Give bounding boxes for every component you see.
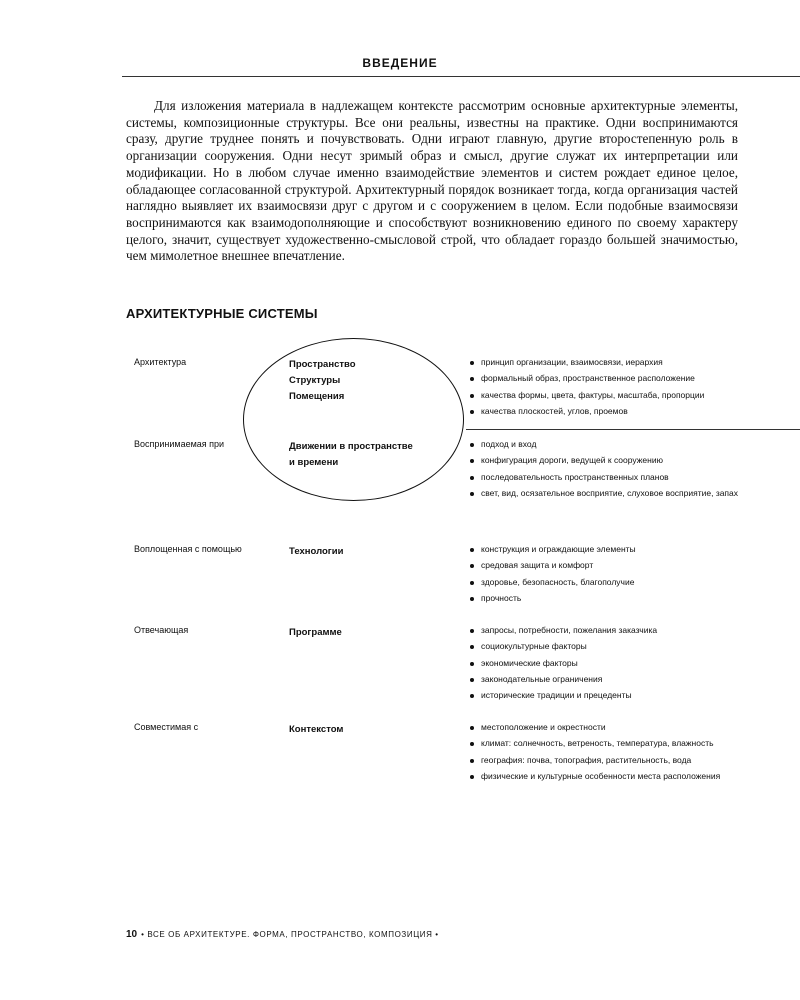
row-label: Воспринимаемая при [134,439,225,449]
row-item: Программе [289,627,342,638]
row-label: Архитектура [134,357,187,367]
bullet-list [468,722,758,787]
bullet-item: свет, вид, осязательное восприятие, слуховое восприятие, запах [468,488,758,500]
bullet-item: социокультурные факторы [468,641,758,653]
bullet-item: принцип организации, взаимосвязи, иерархия [468,357,758,369]
row-label: Воплощенная с помощью [134,544,242,554]
bullet-item: конфигурация дороги, ведущей к сооружению [468,455,758,467]
row-item: Помещения [289,391,345,402]
bullet-item: география: почва, топография, растительность, вода [468,755,758,767]
row-items [289,357,356,405]
row-item: Пространство [289,359,356,370]
row-item: Технологии [289,546,344,557]
row-items [289,722,343,738]
divider-line [466,429,800,430]
bullet-item: средовая защита и комфорт [468,560,758,572]
row-items [289,625,342,641]
row-label: Отвечающая [134,625,189,635]
row-items [289,544,343,560]
bullet-item: формальный образ, пространственное расположение [468,373,758,385]
bullet-item: законодательные ограничения [468,674,758,686]
row-label: Совместимая с [134,722,199,732]
bullet-item: качества плоскостей, углов, проемов [468,406,758,418]
page-number: 10 [126,929,138,940]
row-item: и времени [289,457,339,468]
row-items [289,439,413,471]
bullet-item: качества формы, цвета, фактуры, масштаба, пропорции [468,390,758,402]
bullet-item: здоровье, безопасность, благополучие [468,577,758,589]
section-title: АРХИТЕКТУРНЫЕ СИСТЕМЫ [126,306,318,321]
bullet-list [468,357,758,422]
chapter-title: ВВЕДЕНИЕ [362,56,438,70]
bullet-item: конструкция и ограждающие элементы [468,544,758,556]
intro-paragraph: Для изложения материала в надлежащем контексте рассмотрим основные архитектурные элементы, системы, композиционные структуры. Все они реальны, известны на практике. Одни воспринимаются сразу, другие труднее понять и почувствовать. Одни играют главную, другие второстепенную роль в организации сооружения. Одни несут зримый образ и смысл, другие служат их интерпретации или модификации. Но в любом случае именно взаимодействие элементов и систем рождает единое целое, обладающее согласованной структурой. Архитектурный порядок возникает тогда, когда организация частей наглядно выявляет их взаимосвязи друг с другом и с сооружением в целом. Если подобные взаимосвязи воспринимаются как взаимодополняющие и способствуют возникновению единого по своему характеру целого, значит, существует художественно-смысловой строй, что обладает гораздо большей значимостью, чем мимолетное внешнее впечатление. [126,98,738,264]
bullet-item: исторические традиции и прецеденты [468,690,758,702]
bullet-item: прочность [468,593,758,605]
bullet-item: запросы, потребности, пожелания заказчика [468,625,758,637]
bullet-item: местоположение и окрестности [468,722,758,734]
page-footer [126,929,439,940]
bullet-item: подход и вход [468,439,758,451]
bullet-item: экономические факторы [468,658,758,670]
row-item: Контекстом [289,724,344,735]
row-item: Структуры [289,375,341,386]
bullet-item: климат: солнечность, ветреность, температура, влажность [468,738,758,750]
header-rule [122,76,800,77]
bullet-item: физические и культурные особенности места расположения [468,771,758,783]
running-title: • ВСЕ ОБ АРХИТЕКТУРЕ. ФОРМА, ПРОСТРАНСТВО, КОМПОЗИЦИЯ • [141,930,439,939]
bullet-list [468,625,758,706]
row-item: Движении в пространстве [289,441,413,452]
bullet-list [468,439,758,504]
bullet-item: последовательность пространственных планов [468,472,758,484]
bullet-list [468,544,758,609]
